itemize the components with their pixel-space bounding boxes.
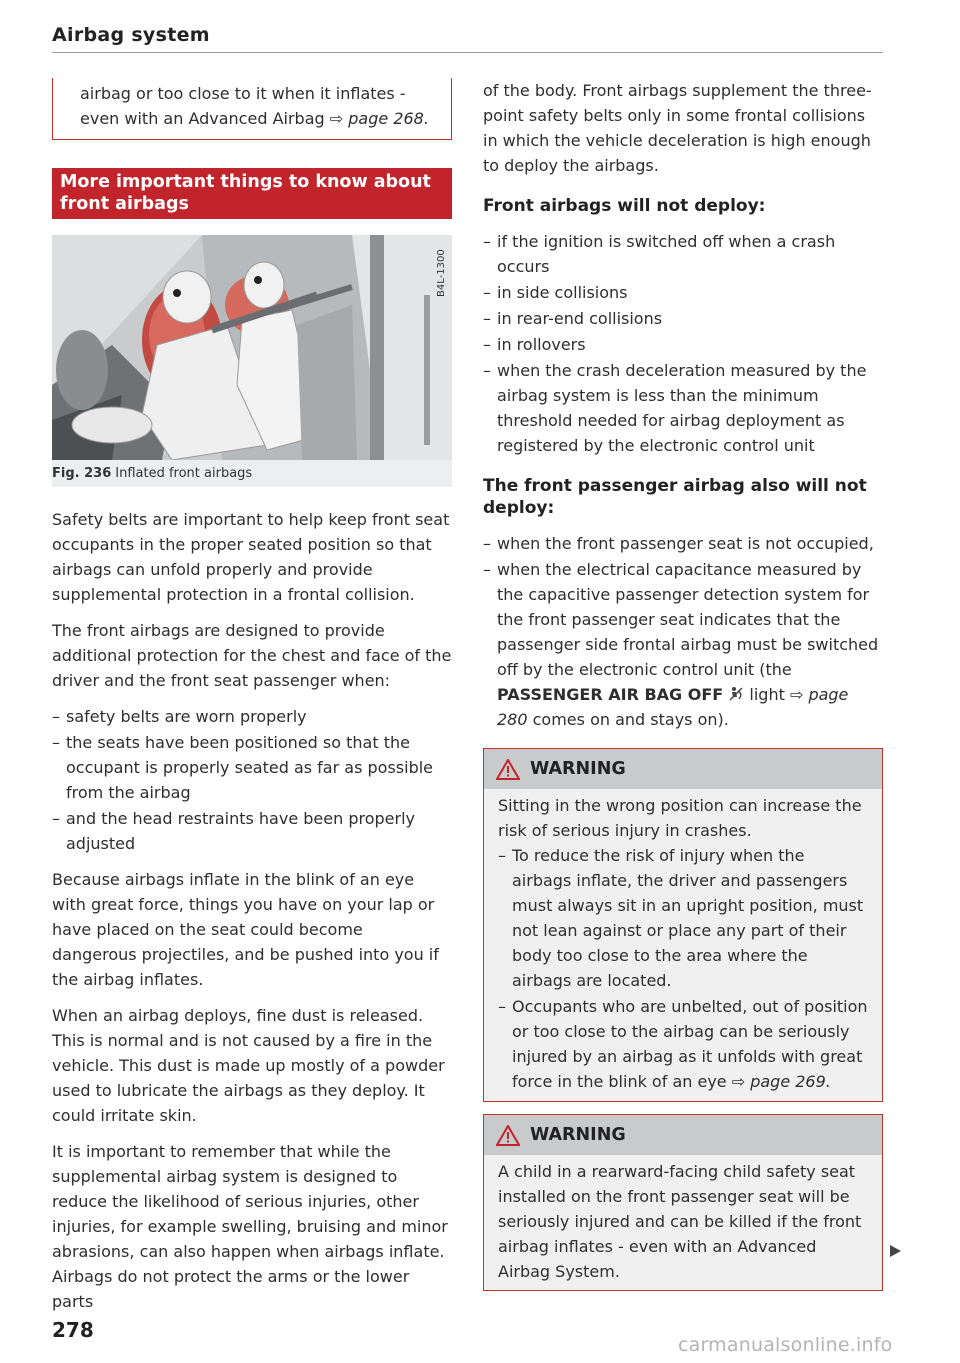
list-item: – in rear-end collisions xyxy=(483,306,883,331)
page-header-title: Airbag system xyxy=(52,24,210,46)
page-ref-link[interactable]: page 269. xyxy=(750,1072,831,1091)
list-item: – To reduce the risk of injury when the airbags inflate, the driver and passengers must always sit in an upright position, must not lean against or place any part of their body too close to the area where the airbags are located. xyxy=(498,843,868,993)
airbag-illustration xyxy=(52,235,452,460)
passenger-list xyxy=(483,531,883,732)
paragraph: of the body. Front airbags supplement the three-point safety belts only in some frontal collisions in which the vehicle deceleration is high enough to deploy the airbags. xyxy=(483,81,872,175)
paragraph: Safety belts are important to help keep front seat occupants in the proper seated position so that airbags can unfold properly and provide supplemental protection in a frontal collision. xyxy=(52,510,450,604)
left-column xyxy=(52,78,452,1325)
indicator-name: PASSENGER AIR BAG OFF xyxy=(497,685,724,704)
warning-box xyxy=(483,1114,883,1291)
warning-text: A child in a rearward-facing child safety seat installed on the front passenger seat will be seriously injured and can be killed if the front airbag inflates - even with an Advanced Airbag System. xyxy=(498,1162,862,1281)
list-item: – when the crash deceleration measured by the airbag system is less than the minimum threshold needed for airbag deployment as registered by the electronic control unit xyxy=(483,358,883,458)
paragraph: The front airbags are designed to provide additional protection for the chest and face of the driver and the front seat passenger when: xyxy=(52,621,452,690)
page-ref-link[interactable]: page 280 xyxy=(497,685,849,729)
warning-title: WARNING xyxy=(530,1125,626,1145)
figure xyxy=(52,235,452,487)
warning-header xyxy=(484,1115,882,1155)
warning-triangle-icon xyxy=(496,1125,520,1146)
warning-body xyxy=(484,1155,882,1290)
watermark: carmanualsonline.info xyxy=(678,1334,893,1356)
figure-code: B4L-1300 xyxy=(436,249,447,297)
list-item: – the seats have been positioned so that the occupant is properly seated as far as possible from the airbag xyxy=(52,730,452,805)
figure-caption xyxy=(52,460,452,481)
list-item: – safety belts are worn properly xyxy=(52,704,452,729)
list-item-text: light ⇨ xyxy=(744,685,809,704)
list-item: – if the ignition is switched off when a crash occurs xyxy=(483,229,883,279)
paragraph: Because airbags inflate in the blink of an eye with great force, things you have on your lap or have placed on the seat could become dangerous projectiles, and be pushed into you if the airbag inflates. xyxy=(52,870,439,989)
warning-triangle-icon xyxy=(496,759,520,780)
right-column xyxy=(483,78,883,1291)
continued-warning-text: airbag or too close to it when it inflates - even with an Advanced Airbag ⇨ xyxy=(80,84,406,128)
list-item: – when the front passenger seat is not occupied, xyxy=(483,531,883,556)
list-item xyxy=(498,994,868,1094)
page-number: 278 xyxy=(52,1318,94,1342)
header-divider xyxy=(52,52,883,53)
list-item: – in side collisions xyxy=(483,280,883,305)
list-item-text: Occupants who are unbelted, out of position or too close to the airbag can be seriously injured by an airbag as it unfolds with great force in the blink of an eye ⇨ xyxy=(512,997,868,1091)
list-item: – and the head restraints have been properly adjusted xyxy=(52,806,452,856)
list-item: – in rollovers xyxy=(483,332,883,357)
warning-body xyxy=(484,789,882,1101)
list-item xyxy=(483,557,883,732)
warning-box xyxy=(483,748,883,1102)
warning-intro: Sitting in the wrong position can increase the risk of serious injury in crashes. xyxy=(498,796,862,840)
warning-list xyxy=(498,843,868,1094)
section-title: More important things to know about front airbags xyxy=(52,168,452,219)
warning-title: WARNING xyxy=(530,759,626,779)
figure-label: Fig. 236 xyxy=(52,466,112,481)
list-item-text: when the electrical capacitance measured by the capacitive passenger detection system for the front passenger seat indicates that the passenger side frontal airbag must be switched off by the electronic control unit (the xyxy=(497,560,879,679)
paragraph: When an airbag deploys, fine dust is released. This is normal and is not caused by a fire in the vehicle. This dust is made up mostly of a powder used to lubricate the airbags as they deploy. It could irritate skin. xyxy=(52,1006,445,1125)
subheading-no-deploy: Front airbags will not deploy: xyxy=(483,196,766,216)
continued-warning-box xyxy=(52,78,452,140)
no-deploy-list xyxy=(483,229,883,458)
warning-header xyxy=(484,749,882,789)
paragraph: It is important to remember that while the supplemental airbag system is designed to reduce the likelihood of serious injuries, other injuries, for example swelling, bruising and minor abrasions, can also happen when airbags inflate. Airbags do not protect the arms or the lower parts xyxy=(52,1142,448,1311)
list-item-text: comes on and stays on). xyxy=(527,710,729,729)
figure-caption-text: Inflated front airbags xyxy=(115,466,253,481)
conditions-list xyxy=(52,704,452,856)
continue-arrow-icon xyxy=(888,1244,902,1258)
subheading-passenger: The front passenger airbag also will not deploy: xyxy=(483,476,867,518)
passenger-airbag-off-icon xyxy=(728,686,744,702)
page-ref-link[interactable]: page 268. xyxy=(348,109,429,128)
